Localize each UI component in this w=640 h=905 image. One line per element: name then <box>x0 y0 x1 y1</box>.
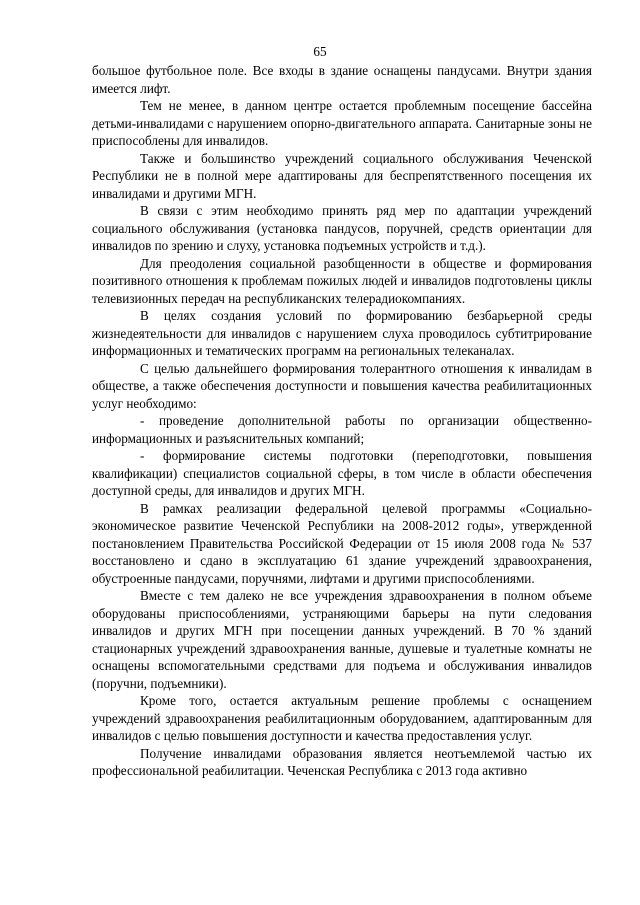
paragraph-10: В рамках реализации федеральной целевой программы «Социально-экономическое развитие Чеченской Республики на 2008-2012 годы», утвержденной постановлением Правительства Российской Федерации от 15 июля 2008 года № 537 восстановлено и сдано в эксплуатацию 61 здание учреждений здравоохранения, обустроенные пандусами, поручнями, лифтами и другими приспособлениями. <box>92 500 592 586</box>
page-number: 65 <box>313 44 327 59</box>
paragraph-13: Получение инвалидами образования является неотъемлемой частью их профессиональной реабилитации. Чеченская Республика с 2013 года активно <box>92 745 592 778</box>
paragraph-12: Кроме того, остается актуальным решение проблемы с оснащением учреждений здравоохранения реабилитационным оборудованием, адаптированным для инвалидов с целью повышения доступности и качества предоставления услуг. <box>92 693 592 743</box>
paragraph-8: - проведение дополнительной работы по организации общественно-информационных и разъяснительных компаний; <box>92 413 592 446</box>
paragraph-2: Тем не менее, в данном центре остается проблемным посещение бассейна детьми-инвалидами с нарушением опорно-двигательного аппарата. Санитарные зоны не приспособлены для инвалидов. <box>92 98 592 148</box>
paragraph-3: Также и большинство учреждений социального обслуживания Чеченской Республики не в полной мере адаптированы для беспрепятственного посещения их инвалидами и другими МГН. <box>92 150 592 201</box>
body-text <box>92 62 592 780</box>
paragraph-11: Вместе с тем далеко не все учреждения здравоохранения в полном объеме оборудованы приспособлениями, устраняющими барьеры на пути следования инвалидов и других МГН при посещении данных учреждений. В 70 % зданий стационарных учреждений здравоохранения ванные, душевые и туалетные комнаты не оснащены вспомогательными средствами для подъема и обслуживания инвалидов (поручни, подъемники). <box>92 588 592 691</box>
paragraph-4: В связи с этим необходимо принять ряд мер по адаптации учреждений социального обслуживания (установка пандусов, поручней, средств ориентации для инвалидов по зрению и слуху, установка подъемных устройств и т.д.). <box>92 203 592 253</box>
paragraph-9: - формирование системы подготовки (переподготовки, повышения квалификации) специалистов социальной сферы, в том числе в области обеспечения доступной среды, для инвалидов и других МГН. <box>92 448 592 498</box>
paragraph-6: В целях создания условий по формированию безбарьерной среды жизнедеятельности для инвалидов с нарушением слуха проводилось субтитрирование информационных и тематических программ на региональных телеканалах. <box>92 308 592 358</box>
paragraph-1: большое футбольное поле. Все входы в здание оснащены пандусами. Внутри здания имеется лифт. <box>92 63 592 96</box>
paragraph-7: С целью дальнейшего формирования толерантного отношения к инвалидам в обществе, а также обеспечения доступности и повышения качества реабилитационных услуг необходимо: <box>92 360 592 411</box>
paragraph-5: Для преодоления социальной разобщенности в обществе и формирования позитивного отношения к проблемам пожилых людей и инвалидов подготовлены циклы телевизионных передач на республиканских телерадиокомпаниях. <box>92 255 592 306</box>
